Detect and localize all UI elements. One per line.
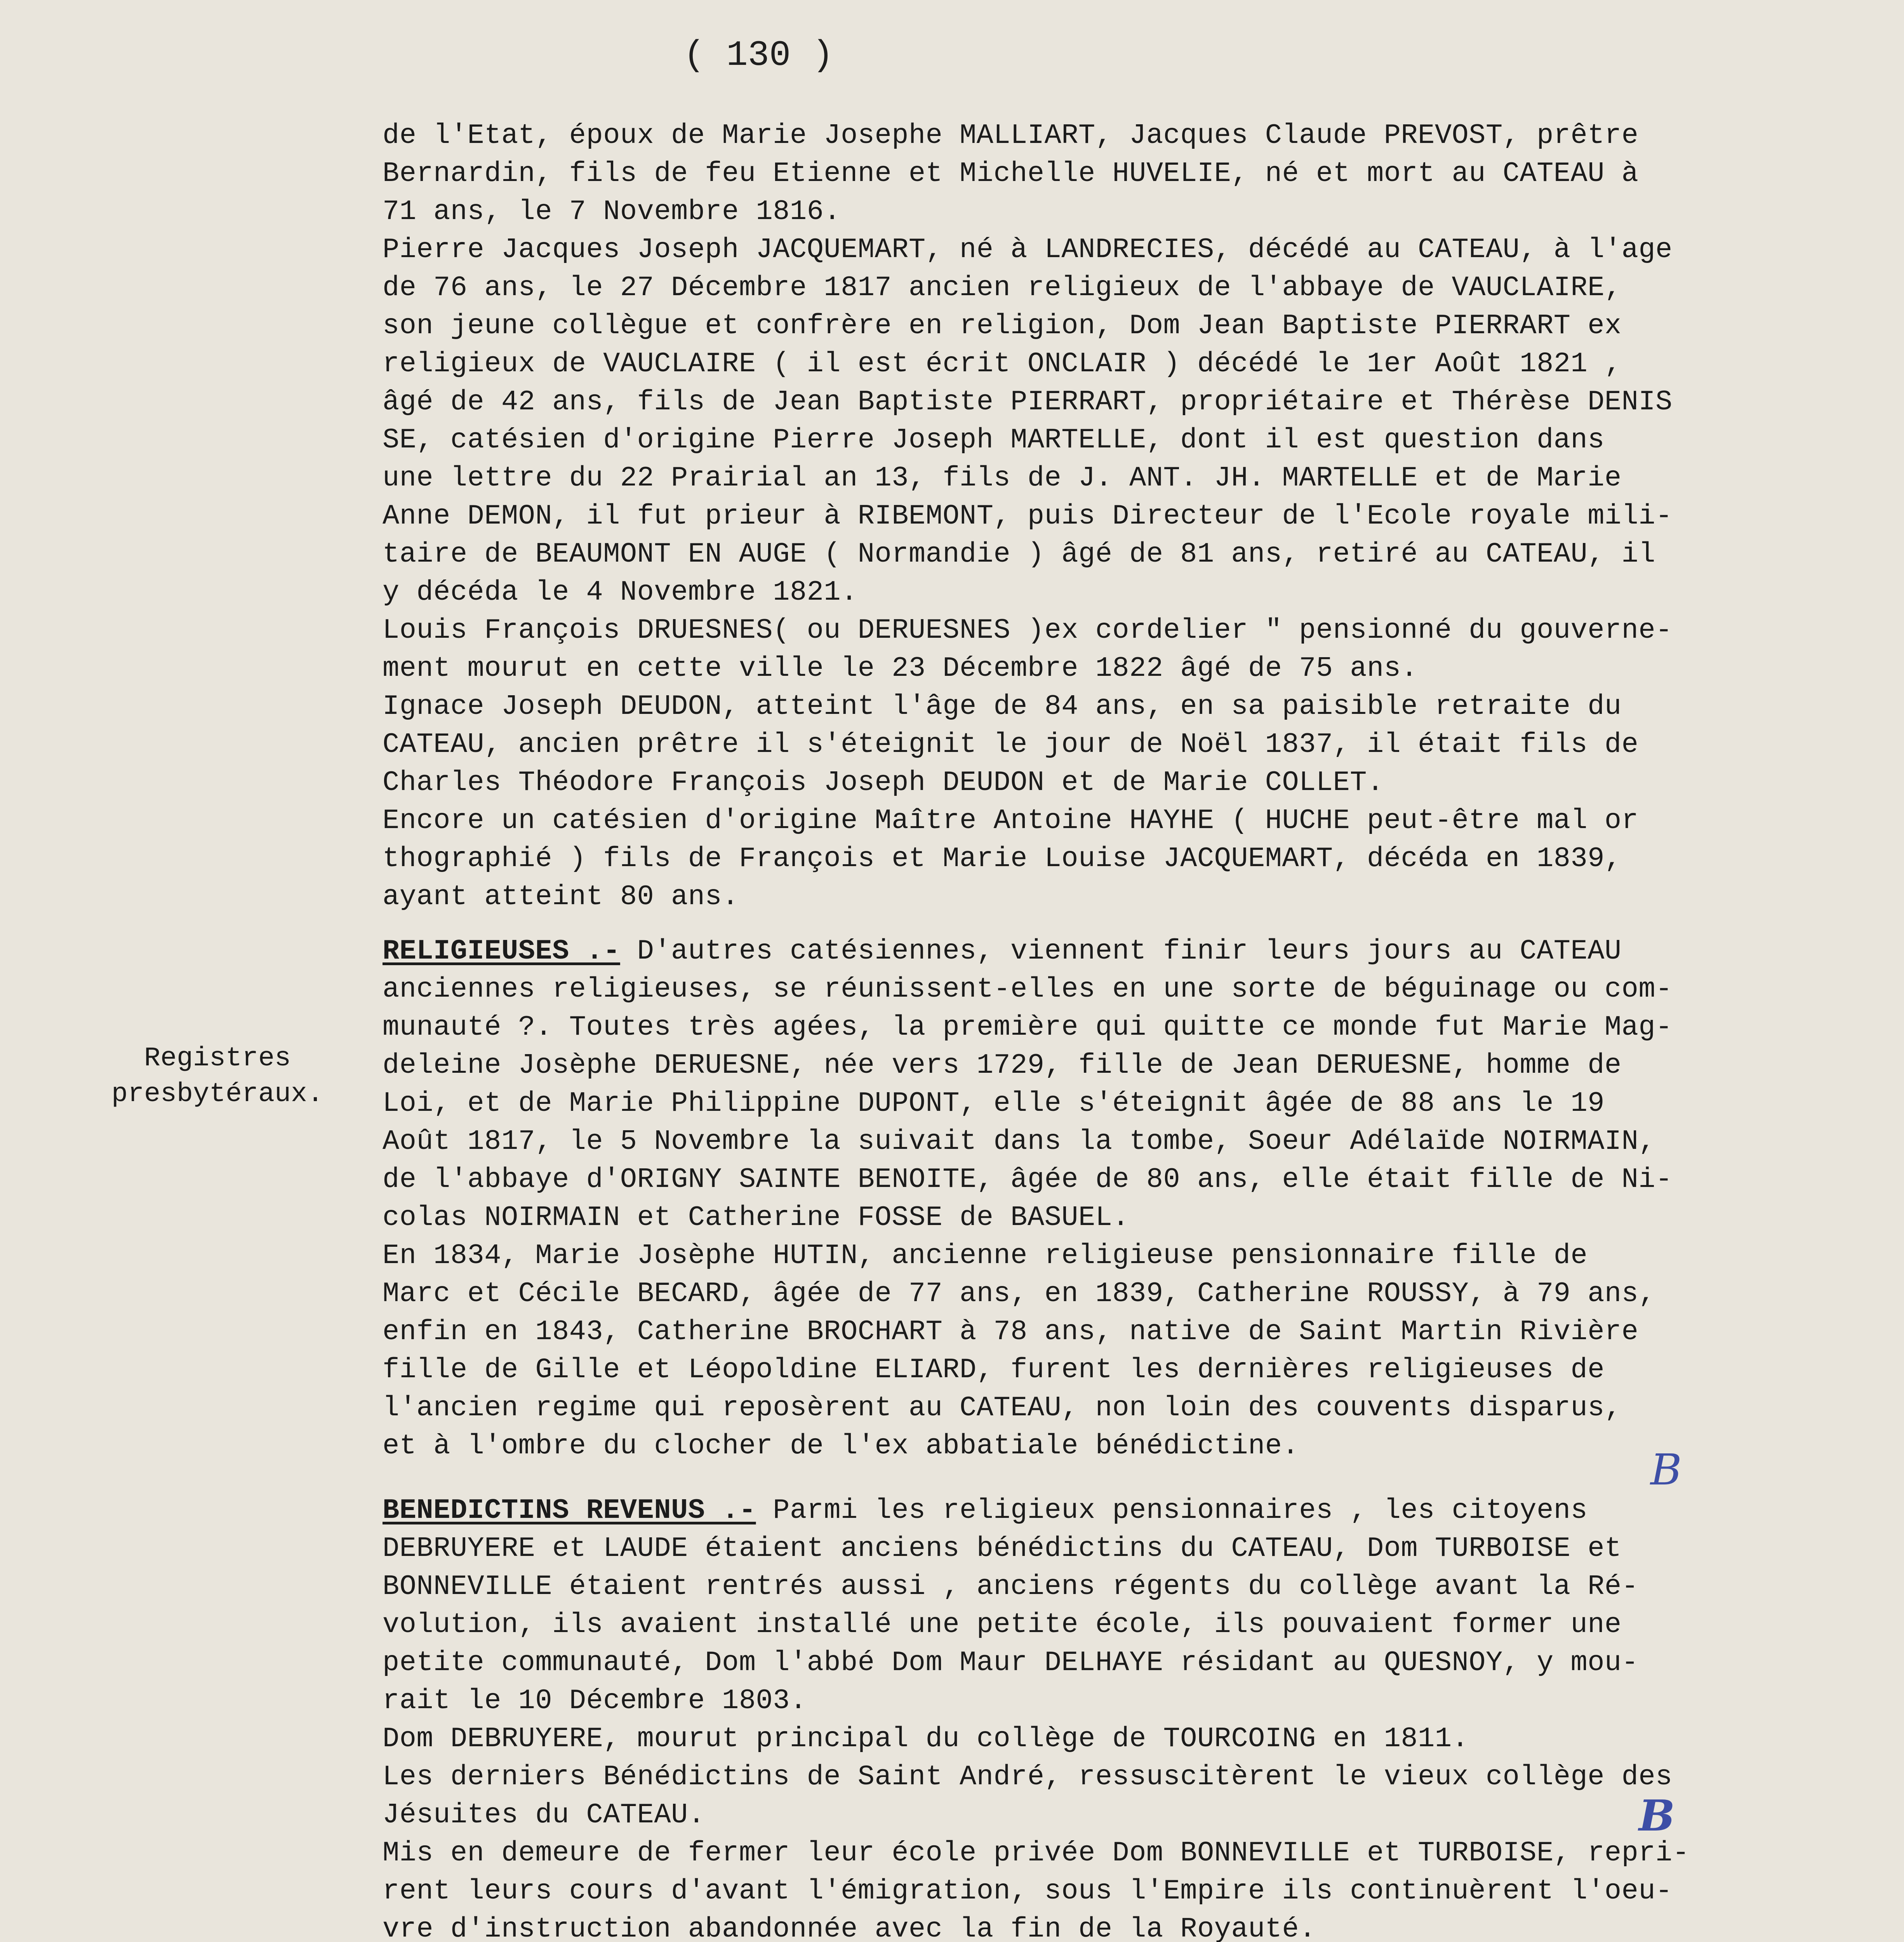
text-line: BONNEVILLE étaient rentrés aussi , anciens régents du collège avant la Ré- bbox=[383, 1571, 1639, 1603]
text-line: Les derniers Bénédictins de Saint André, ressuscitèrent le vieux collège des bbox=[383, 1761, 1673, 1793]
text-line: anciennes religieuses, se réunissent-elles en une sorte de béguinage ou com- bbox=[383, 973, 1673, 1005]
section-heading: RELIGIEUSES .- bbox=[383, 935, 620, 967]
text-line: petite communauté, Dom l'abbé Dom Maur DELHAYE résidant au QUESNOY, y mou- bbox=[383, 1647, 1639, 1679]
text-line: ayant atteint 80 ans. bbox=[383, 881, 739, 913]
text-line: taire de BEAUMONT EN AUGE ( Normandie ) âgé de 81 ans, retiré au CATEAU, il bbox=[383, 538, 1656, 570]
paragraph-block-1 bbox=[383, 117, 1835, 916]
text-line: Jésuites du CATEAU. bbox=[383, 1799, 705, 1831]
text-line: Marc et Cécile BECARD, âgée de 77 ans, en 1839, Catherine ROUSSY, à 79 ans, bbox=[383, 1278, 1656, 1310]
handwritten-mark-b: B bbox=[1639, 1791, 1675, 1841]
text-line: volution, ils avaient installé une petite école, ils pouvaient former une bbox=[383, 1609, 1622, 1641]
margin-note-line: presbytéraux. bbox=[111, 1079, 324, 1110]
text-line: religieux de VAUCLAIRE ( il est écrit ONCLAIR ) décédé le 1er Août 1821 , bbox=[383, 348, 1622, 380]
text-line: colas NOIRMAIN et Catherine FOSSE de BASUEL. bbox=[383, 1202, 1130, 1234]
text-line: y décéda le 4 Novembre 1821. bbox=[383, 576, 858, 608]
text-line: rait le 10 Décembre 1803. bbox=[383, 1685, 807, 1717]
text-line: Anne DEMON, il fut prieur à RIBEMONT, puis Directeur de l'Ecole royale mili- bbox=[383, 500, 1673, 532]
text-line: Ignace Joseph DEUDON, atteint l'âge de 84 ans, en sa paisible retraite du bbox=[383, 691, 1622, 722]
text-line: deleine Josèphe DERUESNE, née vers 1729, fille de Jean DERUESNE, homme de bbox=[383, 1049, 1622, 1081]
text-line: SE, catésien d'origine Pierre Joseph MARTELLE, dont il est question dans bbox=[383, 424, 1605, 456]
margin-note-line: Registres bbox=[144, 1043, 291, 1074]
text-line: et à l'ombre du clocher de l'ex abbatiale bénédictine. bbox=[383, 1430, 1299, 1462]
text-line: âgé de 42 ans, fils de Jean Baptiste PIERRART, propriétaire et Thérèse DENIS bbox=[383, 386, 1673, 418]
text-line: Août 1817, le 5 Novembre la suivait dans la tombe, Soeur Adélaïde NOIRMAIN, bbox=[383, 1126, 1656, 1157]
section-heading: BENEDICTINS REVENUS .- bbox=[383, 1495, 756, 1526]
text-line: de 76 ans, le 27 Décembre 1817 ancien religieux de l'abbaye de VAUCLAIRE, bbox=[383, 272, 1622, 304]
text-line: ment mourut en cette ville le 23 Décembre 1822 âgé de 75 ans. bbox=[383, 653, 1418, 684]
margin-note-registres bbox=[66, 1041, 369, 1112]
text-line: enfin en 1843, Catherine BROCHART à 78 ans, native de Saint Martin Rivière bbox=[383, 1316, 1639, 1348]
text-line: DEBRUYERE et LAUDE étaient anciens bénédictins du CATEAU, Dom TURBOISE et bbox=[383, 1533, 1622, 1564]
text-line: Dom DEBRUYERE, mourut principal du collège de TOURCOING en 1811. bbox=[383, 1723, 1469, 1755]
paragraph-block-benedictins bbox=[383, 1491, 1835, 1942]
text-line: une lettre du 22 Prairial an 13, fils de J. ANT. JH. MARTELLE et de Marie bbox=[383, 462, 1622, 494]
text-line: thographié ) fils de François et Marie Louise JACQUEMART, décéda en 1839, bbox=[383, 843, 1622, 875]
text-line: fille de Gille et Léopoldine ELIARD, furent les dernières religieuses de bbox=[383, 1354, 1605, 1386]
text-line: Loi, et de Marie Philippine DUPONT, elle s'éteignit âgée de 88 ans le 19 bbox=[383, 1088, 1605, 1119]
text-line: Encore un catésien d'origine Maître Antoine HAYHE ( HUCHE peut-être mal or bbox=[383, 805, 1639, 837]
text-line: munauté ?. Toutes très agées, la première qui quitte ce monde fut Marie Mag- bbox=[383, 1011, 1673, 1043]
text-line: vre d'instruction abandonnée avec la fin de la Royauté. bbox=[383, 1913, 1316, 1942]
text-line: BENEDICTINS REVENUS .- Parmi les religieux pensionnaires , les citoyens bbox=[383, 1495, 1588, 1526]
text-line: Pierre Jacques Joseph JACQUEMART, né à LANDRECIES, décédé au CATEAU, à l'age bbox=[383, 234, 1673, 266]
text-line: de l'Etat, époux de Marie Josephe MALLIART, Jacques Claude PREVOST, prêtre bbox=[383, 120, 1639, 151]
text-line: En 1834, Marie Josèphe HUTIN, ancienne religieuse pensionnaire fille de bbox=[383, 1240, 1588, 1272]
text-line: Louis François DRUESNES( ou DERUESNES )ex cordelier " pensionné du gouverne- bbox=[383, 614, 1673, 646]
text-line: RELIGIEUSES .- D'autres catésiennes, viennent finir leurs jours au CATEAU bbox=[383, 935, 1622, 967]
text-line: son jeune collègue et confrère en religion, Dom Jean Baptiste PIERRART ex bbox=[383, 310, 1622, 342]
paragraph-block-religieuses bbox=[383, 932, 1835, 1465]
text-line: de l'abbaye d'ORIGNY SAINTE BENOITE, âgée de 80 ans, elle était fille de Ni- bbox=[383, 1164, 1673, 1195]
text-line: 71 ans, le 7 Novembre 1816. bbox=[383, 196, 841, 228]
text-line: Charles Théodore François Joseph DEUDON et de Marie COLLET. bbox=[383, 767, 1384, 799]
page-number: ( 130 ) bbox=[683, 35, 834, 76]
text-line: Bernardin, fils de feu Etienne et Michelle HUVELIE, né et mort au CATEAU à bbox=[383, 158, 1639, 190]
text-line: l'ancien regime qui reposèrent au CATEAU, non loin des couvents disparus, bbox=[383, 1392, 1622, 1424]
text-line: CATEAU, ancien prêtre il s'éteignit le jour de Noël 1837, il était fils de bbox=[383, 729, 1639, 760]
handwritten-mark-b: B bbox=[1650, 1445, 1682, 1495]
text-line: Mis en demeure de fermer leur école privée Dom BONNEVILLE et TURBOISE, repri- bbox=[383, 1837, 1690, 1869]
text-line: rent leurs cours d'avant l'émigration, sous l'Empire ils continuèrent l'oeu- bbox=[383, 1875, 1673, 1907]
